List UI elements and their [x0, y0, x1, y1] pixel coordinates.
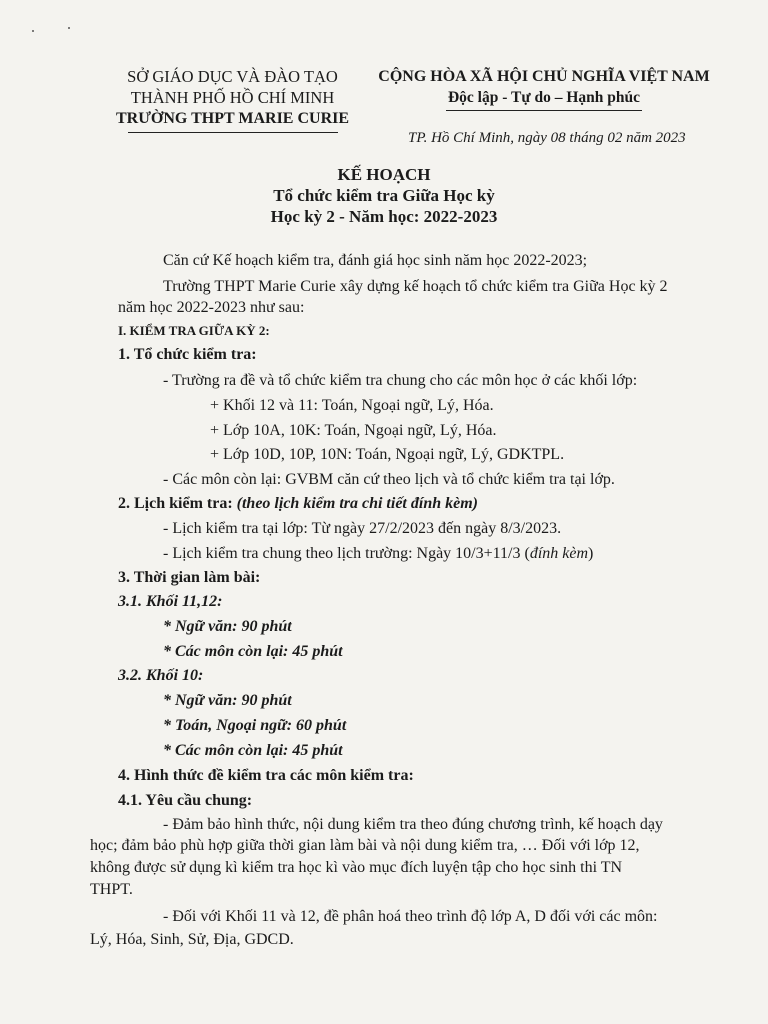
city-name: THÀNH PHỐ HỒ CHÍ MINH	[130, 88, 335, 107]
section-1-bullet-1: - Trường ra đề và tổ chức kiểm tra chung cho các môn học ở các khối lớp:	[163, 372, 638, 389]
section-4-1-p1-line-4: THPT.	[90, 881, 133, 898]
section-3-2-heading: 3.2. Khối 10:	[118, 667, 204, 684]
section-1-sub-a: + Khối 12 và 11: Toán, Ngoại ngữ, Lý, Hóa.	[210, 397, 494, 414]
section-1-bullet-2: - Các môn còn lại: GVBM căn cứ theo lịch và tổ chức kiểm tra tại lớp.	[163, 471, 615, 488]
department-name: SỞ GIÁO DỤC VÀ ĐÀO TẠO	[127, 67, 338, 86]
section-I-heading: I. KIỂM TRA GIỮA KỲ 2:	[118, 323, 270, 338]
scan-speck	[68, 27, 70, 29]
title-line-2: Tổ chức kiểm tra Giữa Học kỳ	[273, 186, 495, 205]
section-2-heading-label: 2. Lịch kiểm tra:	[118, 495, 237, 512]
date-line: TP. Hồ Chí Minh, ngày 08 tháng 02 năm 2023	[408, 130, 686, 146]
section-3-2-item-c: * Các môn còn lại: 45 phút	[163, 742, 343, 759]
section-2-bullet-1: - Lịch kiểm tra tại lớp: Từ ngày 27/2/2023 đến ngày 8/3/2023.	[163, 520, 562, 537]
section-4-1-p1-line-1: - Đảm bảo hình thức, nội dung kiểm tra theo đúng chương trình, kế hoạch dạy	[163, 816, 663, 833]
school-underline	[128, 132, 338, 133]
section-4-heading: 4. Hình thức đề kiểm tra các môn kiểm tra:	[118, 767, 414, 784]
scan-speck	[32, 30, 34, 32]
header-left	[100, 66, 365, 133]
section-4-1-p2-line-1: - Đối với Khối 11 và 12, đề phân hoá theo trình độ lớp A, D đối với các môn:	[163, 908, 658, 925]
section-2-bullet-2	[163, 543, 593, 565]
header-right	[364, 66, 724, 111]
section-1-heading: 1. Tổ chức kiểm tra:	[118, 346, 257, 363]
national-motto: Độc lập - Tự do – Hạnh phúc	[447, 89, 641, 106]
section-3-1-item-b: * Các môn còn lại: 45 phút	[163, 643, 343, 660]
section-3-1-item-a: * Ngữ văn: 90 phút	[163, 618, 292, 635]
section-2-bullet-2-end: )	[588, 545, 594, 562]
section-4-1-p1-line-2: học; đảm bảo phù hợp giữa thời gian làm bài và nội dung kiểm tra, … Đối với lớp 12,	[90, 837, 640, 854]
section-2-bullet-2-note: đính kèm	[529, 545, 589, 562]
school-name: TRƯỜNG THPT MARIE CURIE	[115, 110, 350, 127]
section-1-sub-c: + Lớp 10D, 10P, 10N: Toán, Ngoại ngữ, Lý, GDKTPL.	[210, 446, 565, 463]
section-3-heading: 3. Thời gian làm bài:	[118, 569, 261, 586]
motto-underline	[446, 110, 642, 111]
section-3-1-heading: 3.1. Khối 11,12:	[118, 593, 223, 610]
intro-paragraph-2-line-1: Trường THPT Marie Curie xây dựng kế hoạch tổ chức kiểm tra Giữa Học kỳ 2	[163, 278, 668, 295]
section-4-1-p2-line-2: Lý, Hóa, Sinh, Sử, Địa, GDCD.	[90, 931, 294, 948]
section-2-heading	[118, 493, 478, 515]
section-4-1-p1-line-3: không được sử dụng kì kiểm tra học kì vào mục đích luyện tập cho học sinh thi TN	[90, 859, 623, 876]
document-title	[0, 164, 768, 227]
section-4-1-heading: 4.1. Yêu cầu chung:	[118, 792, 253, 809]
section-1-sub-b: + Lớp 10A, 10K: Toán, Ngoại ngữ, Lý, Hóa.	[210, 422, 497, 439]
intro-paragraph-2-line-2: năm học 2022-2023 như sau:	[118, 299, 305, 316]
country-name: CỘNG HÒA XÃ HỘI CHỦ NGHĨA VIỆT NAM	[378, 68, 710, 85]
title-line-3: Học kỳ 2 - Năm học: 2022-2023	[270, 207, 498, 226]
intro-paragraph-1: Căn cứ Kế hoạch kiểm tra, đánh giá học sinh năm học 2022-2023;	[163, 252, 588, 269]
section-3-2-item-a: * Ngữ văn: 90 phút	[163, 692, 292, 709]
section-3-2-item-b: * Toán, Ngoại ngữ: 60 phút	[163, 717, 347, 734]
section-2-heading-note: (theo lịch kiểm tra chi tiết đính kèm)	[236, 495, 478, 512]
section-2-bullet-2-text: - Lịch kiểm tra chung theo lịch trường: Ngày 10/3+11/3 (	[163, 545, 530, 562]
title-line-1: KẾ HOẠCH	[337, 165, 431, 184]
